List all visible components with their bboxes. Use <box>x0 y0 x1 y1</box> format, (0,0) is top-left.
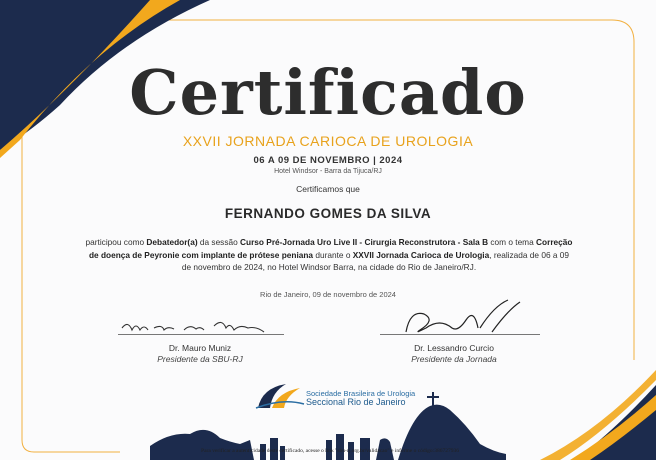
recipient-name: FERNANDO GOMES DA SILVA <box>224 206 432 221</box>
logo-text <box>306 389 415 407</box>
validation-footer: Para verificar a autenticidade deste certificado, acesse o link "sbu-rj.org.br/validacao" e informe o código:386727936 <box>201 448 459 454</box>
presentation-theme: Correção de doença de Peyronie com implante de prótese peniana <box>88 237 573 260</box>
event-reference: XXVII Jornada Carioca de Urologia <box>352 249 490 260</box>
event-venue: Hotel Windsor - Barra da Tijuca/RJ <box>274 168 382 175</box>
participation-role: Debatedor(a) <box>146 237 198 247</box>
signature-mauro-muniz <box>118 314 278 340</box>
body-text-2: da sessão <box>197 237 241 247</box>
signatory-name-left: Dr. Mauro Muniz <box>168 343 232 353</box>
signatory-role-right: Presidente da Jornada <box>411 354 497 364</box>
bottom-right-navy-swoosh <box>575 385 656 460</box>
signatory-role-left-visible: Presidente da SBU-RJ <box>157 354 243 364</box>
body-text-1: participou como <box>85 237 147 247</box>
certificate-body <box>84 236 574 274</box>
event-dates: 06 A 09 DE NOVEMBRO | 2024 <box>253 155 403 166</box>
body-text-4: durante o <box>313 249 353 260</box>
place-and-date: Rio de Janeiro, 09 de novembro de 2024 <box>260 290 396 299</box>
certificate-title: Certificado <box>129 56 527 129</box>
session-name: Curso Pré-Jornada Uro Live II - Cirurgia Reconstrutora - Sala B <box>240 237 489 247</box>
logo-line-2: Seccional Rio de Janeiro <box>306 397 406 407</box>
signature-lessandro-curcio <box>396 298 536 338</box>
body-text-5: , realizada de 06 a 09 de novembro de 2024, no Hotel Windsor Barra, na cidade do Rio de Janeiro/RJ. <box>181 249 570 272</box>
logo-line-1: Sociedade Brasileira de Urologia <box>306 389 416 398</box>
body-text-3: com o tema <box>488 237 537 247</box>
certify-text: Certificamos que <box>296 184 360 194</box>
signatory-name-right: Dr. Lessandro Curcio <box>414 343 494 353</box>
signature-line-left <box>118 334 284 335</box>
event-name: XXVII JORNADA CARIOCA DE UROLOGIA <box>182 133 474 149</box>
signature-line-right <box>380 334 540 335</box>
